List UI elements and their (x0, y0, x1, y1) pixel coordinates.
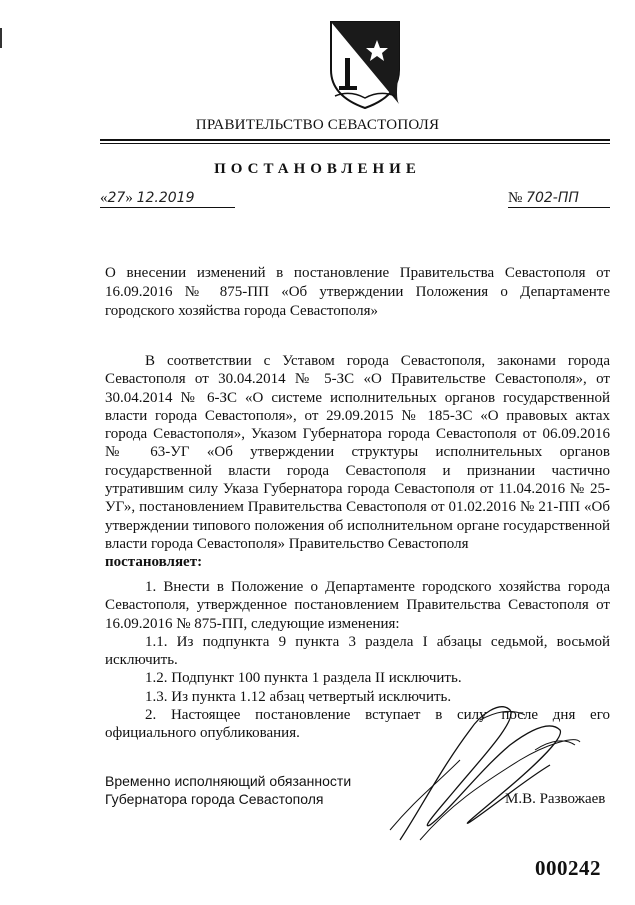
date-day: 27 (107, 190, 126, 206)
serial-number: 000242 (535, 856, 601, 880)
date-prefix: « (100, 190, 108, 206)
item-1-2: 1.2. Подпункт 100 пункта 1 раздела II исключить. (145, 670, 462, 687)
decides-text: постановляет: (105, 554, 203, 571)
signer-position-line1: Временно исполняющий обязанности (105, 773, 352, 789)
document-number (508, 190, 610, 208)
item-2: 2. Настоящее постановление вступает в силу после дня его официального опубликования. (105, 707, 610, 742)
signer-position (105, 772, 385, 808)
header-rule-thick (100, 139, 610, 141)
document-type: ПОСТАНОВЛЕНИЕ (214, 161, 421, 177)
item-1-3: 1.3. Из пункта 1.12 абзац четвертый исключить. (145, 688, 452, 705)
document-subject: О внесении изменений в постановление Правительства Севастополя от 16.09.2016 № 875-ПП «Об утверждении Положения о Департаменте городского хозяйства города Севастополя» (105, 265, 610, 319)
margin-mark (0, 28, 6, 48)
signer-name: М.В. Развожаев (505, 791, 606, 807)
header-rule-thin (100, 143, 610, 144)
number-value: 702-ПП (526, 190, 579, 206)
document-date (100, 190, 235, 208)
organization-title: ПРАВИТЕЛЬСТВО СЕВАСТОПОЛЯ (195, 117, 440, 133)
item-1: 1. Внести в Положение о Департаменте городского хозяйства города Севастополя, утвержденное постановлением Правительства Севастополя от 16.09.2016 № 875-ПП, следующие изменения: (105, 579, 610, 632)
preamble (105, 352, 610, 572)
item-1-1: 1.1. Из подпункта 9 пункта 3 раздела I абзацы седьмой, восьмой исключить. (105, 633, 610, 669)
preamble-text: В соответствии с Уставом города Севастополя, законами города Севастополя от 30.04.2014 № 5-ЗС «О Правительстве Севастополя», от 30.04.2014 № 6-ЗС «О системе исполнительных органов государственной власти города Севастополя», от 29.09.2015 № 185-ЗС «О правовых актах города Севастополя», Указом Губернатора города Севастополя от 06.09.2016 № 63-УГ «Об утверждении структуры исполнительных органов государственной власти города Севастополя и признании частично утратившим силу Указа Губернатора города Севастополя от 11.04.2016 № 25-УГ», постановлением Правительства Севастополя от 01.02.2016 № 21-ПП «Об утверждении типового положения об исполнительном органе государственной власти города Севастополя» Правительство Севастополя (105, 353, 610, 552)
sevastopol-coat-of-arms-icon (325, 18, 405, 110)
signer-position-line2: Губернатора города Севастополя (105, 791, 324, 807)
date-rest: 12.2019 (136, 190, 195, 206)
date-mid: » (125, 190, 133, 206)
number-prefix: № (508, 190, 523, 206)
handwritten-signature (360, 690, 590, 850)
